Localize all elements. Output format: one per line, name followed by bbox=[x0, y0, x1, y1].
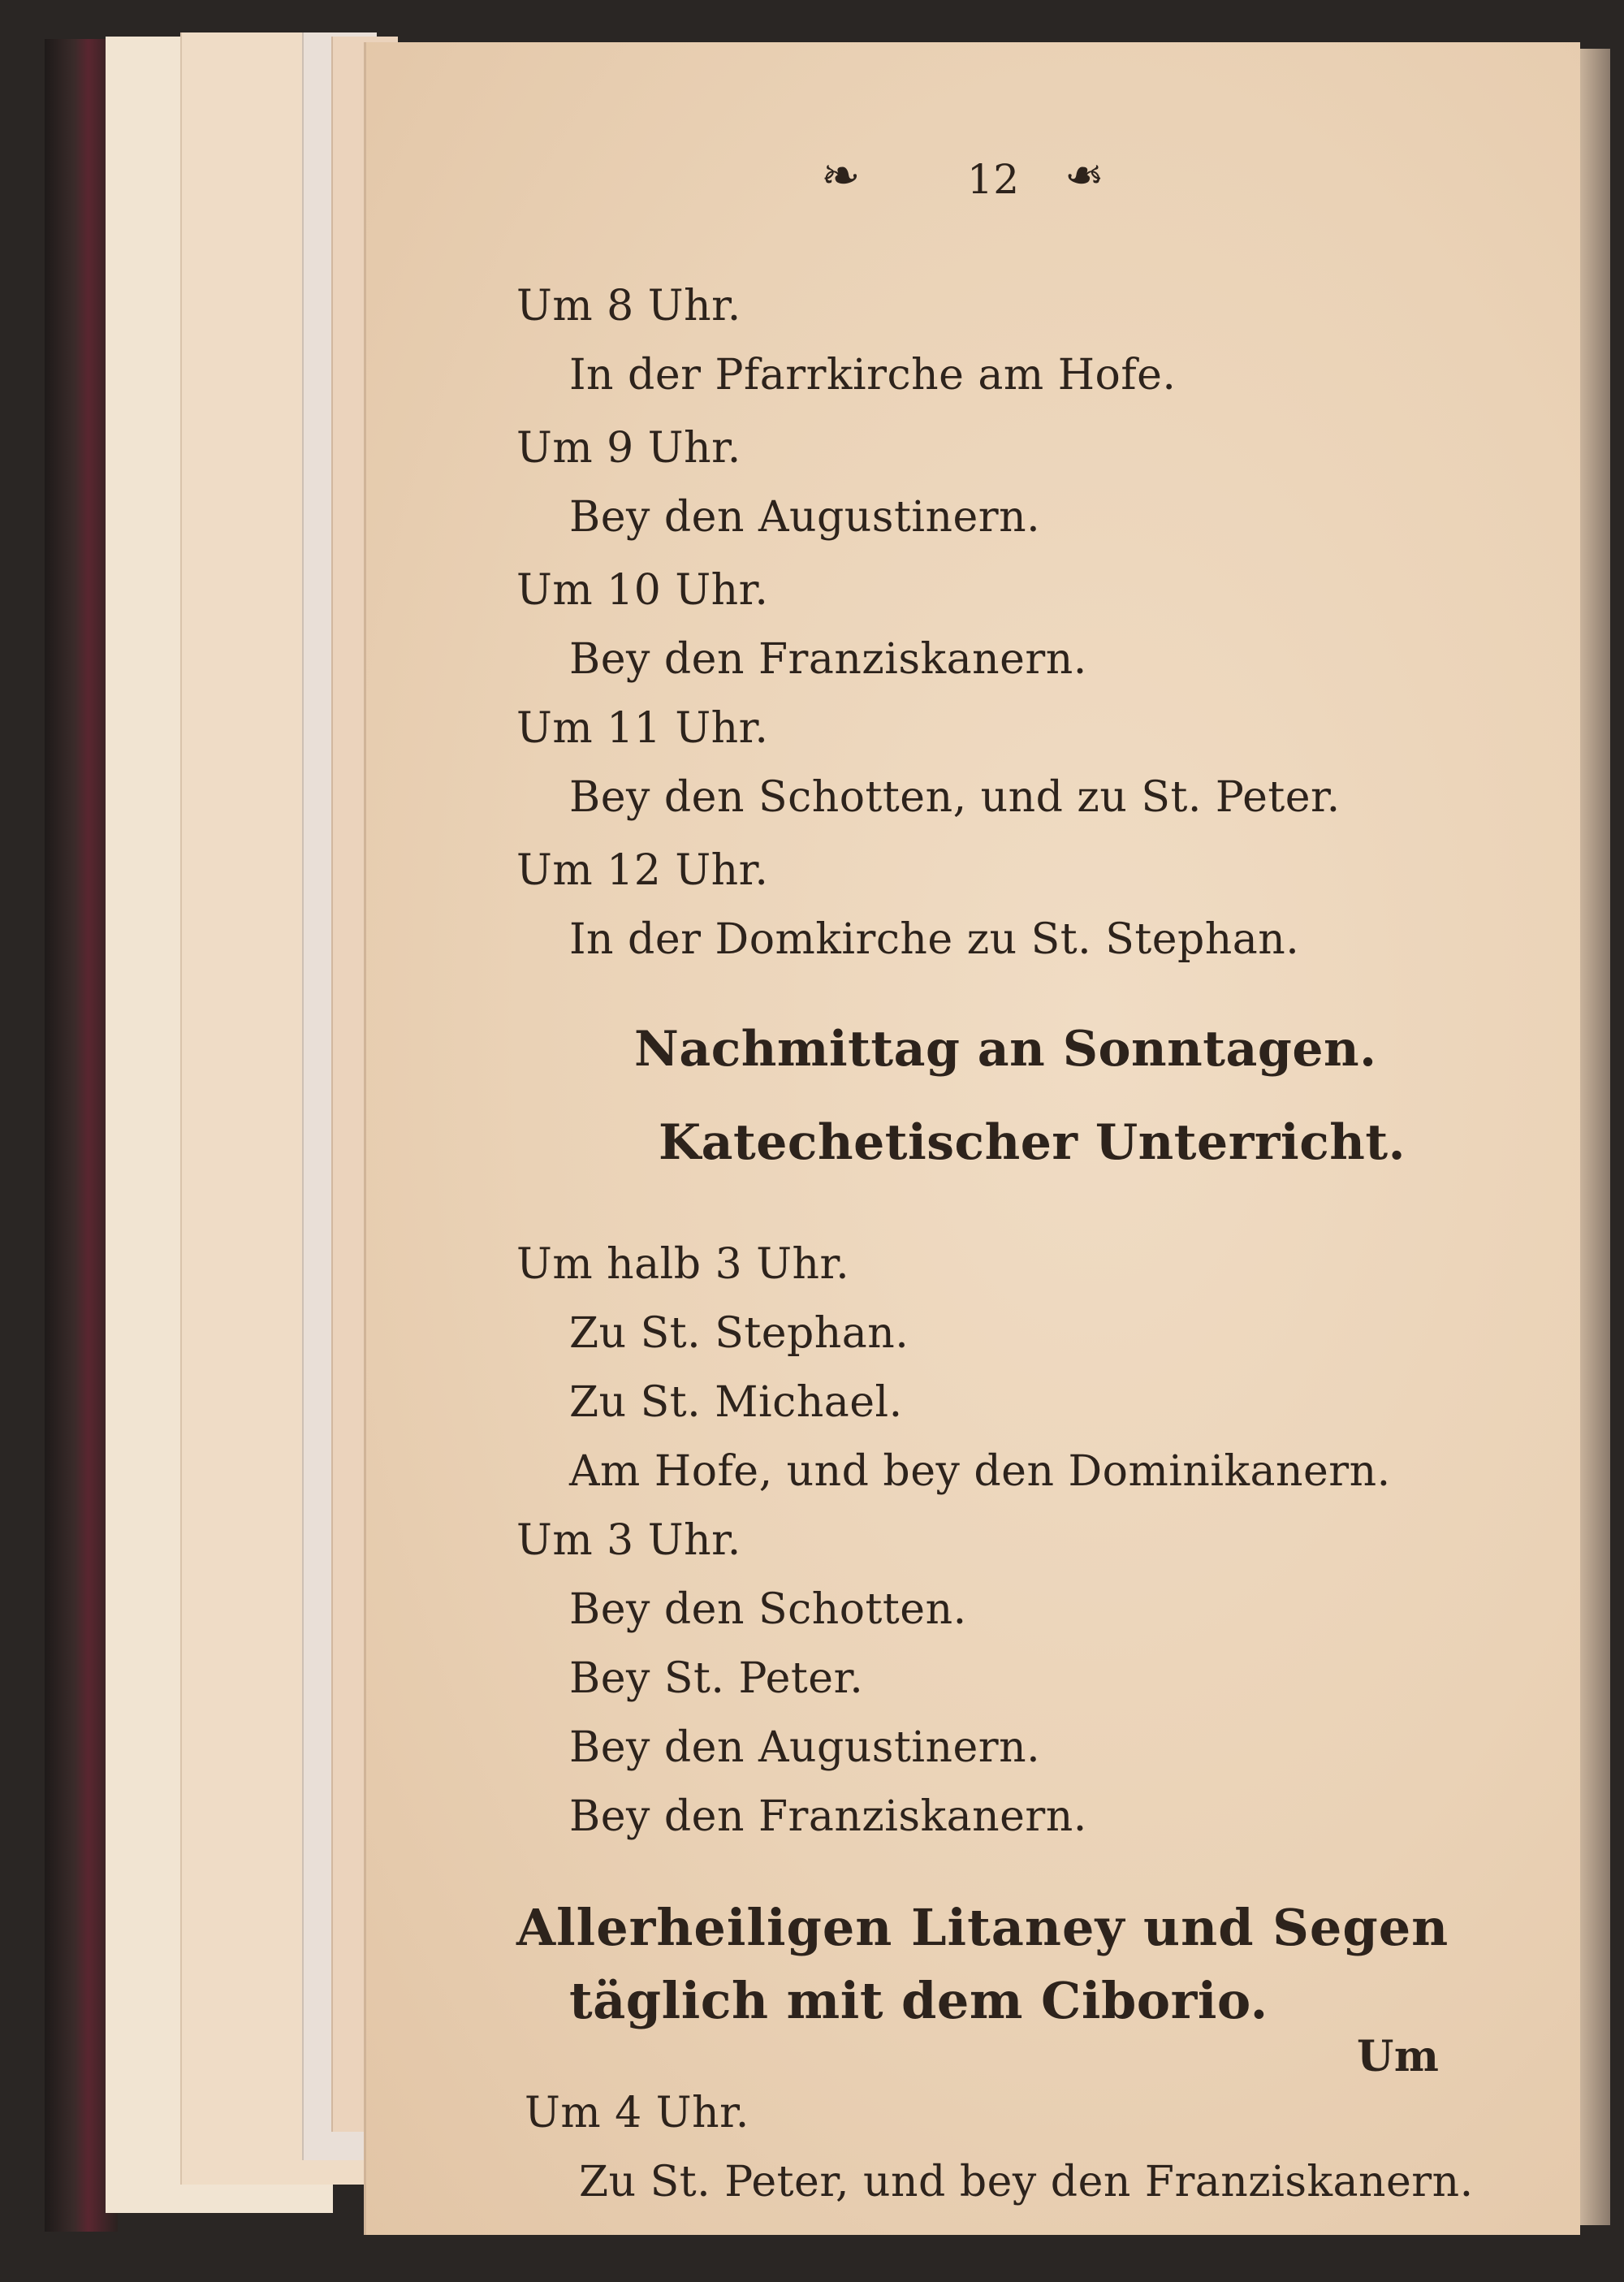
time-line: Um 12 Uhr. bbox=[516, 846, 769, 895]
church-line: Bey den Schotten, und zu St. Peter. bbox=[569, 773, 1341, 822]
church-line: In der Domkirche zu St. Stephan. bbox=[569, 915, 1300, 964]
church-line: Zu St. Michael. bbox=[569, 1378, 903, 1427]
ornament-left-icon: ❧ bbox=[821, 148, 861, 203]
section-heading: Nachmittag an Sonntagen. bbox=[634, 1021, 1377, 1078]
ornament-right-icon: ❧ bbox=[1065, 148, 1104, 203]
church-line: In der Pfarrkirche am Hofe. bbox=[569, 351, 1177, 400]
church-line: Bey den Franziskanern. bbox=[569, 635, 1087, 684]
church-line: Bey St. Peter. bbox=[569, 1654, 864, 1703]
section-heading: Katechetischer Unterricht. bbox=[659, 1114, 1406, 1171]
time-line: Um 10 Uhr. bbox=[516, 566, 769, 615]
time-line: Um 3 Uhr. bbox=[516, 1516, 741, 1565]
church-line: Bey den Franziskanern. bbox=[569, 1792, 1087, 1841]
time-line: Um halb 3 Uhr. bbox=[516, 1240, 850, 1289]
time-line: Um 8 Uhr. bbox=[516, 282, 741, 331]
printed-page bbox=[364, 42, 1580, 2235]
church-line: Bey den Schotten. bbox=[569, 1585, 967, 1634]
church-line: Bey den Augustinern. bbox=[569, 493, 1041, 542]
time-line: Um 11 Uhr. bbox=[516, 704, 769, 753]
page-edge bbox=[1578, 49, 1610, 2225]
section-heading: Allerheiligen Litaney und Segen bbox=[516, 1898, 1449, 1957]
church-line: Zu St. Peter, und bey den Franziskanern. bbox=[579, 2158, 1474, 2206]
section-heading: täglich mit dem Ciborio. bbox=[569, 1971, 1268, 2030]
page-number: 12 bbox=[967, 156, 1020, 203]
time-line: Um 9 Uhr. bbox=[516, 424, 741, 473]
church-line: Bey den Augustinern. bbox=[569, 1723, 1041, 1772]
church-line: Am Hofe, und bey den Dominikanern. bbox=[569, 1447, 1391, 1496]
catchword: Um bbox=[1357, 2032, 1440, 2081]
time-line: Um 4 Uhr. bbox=[525, 2089, 749, 2137]
church-line: Zu St. Stephan. bbox=[569, 1309, 909, 1358]
